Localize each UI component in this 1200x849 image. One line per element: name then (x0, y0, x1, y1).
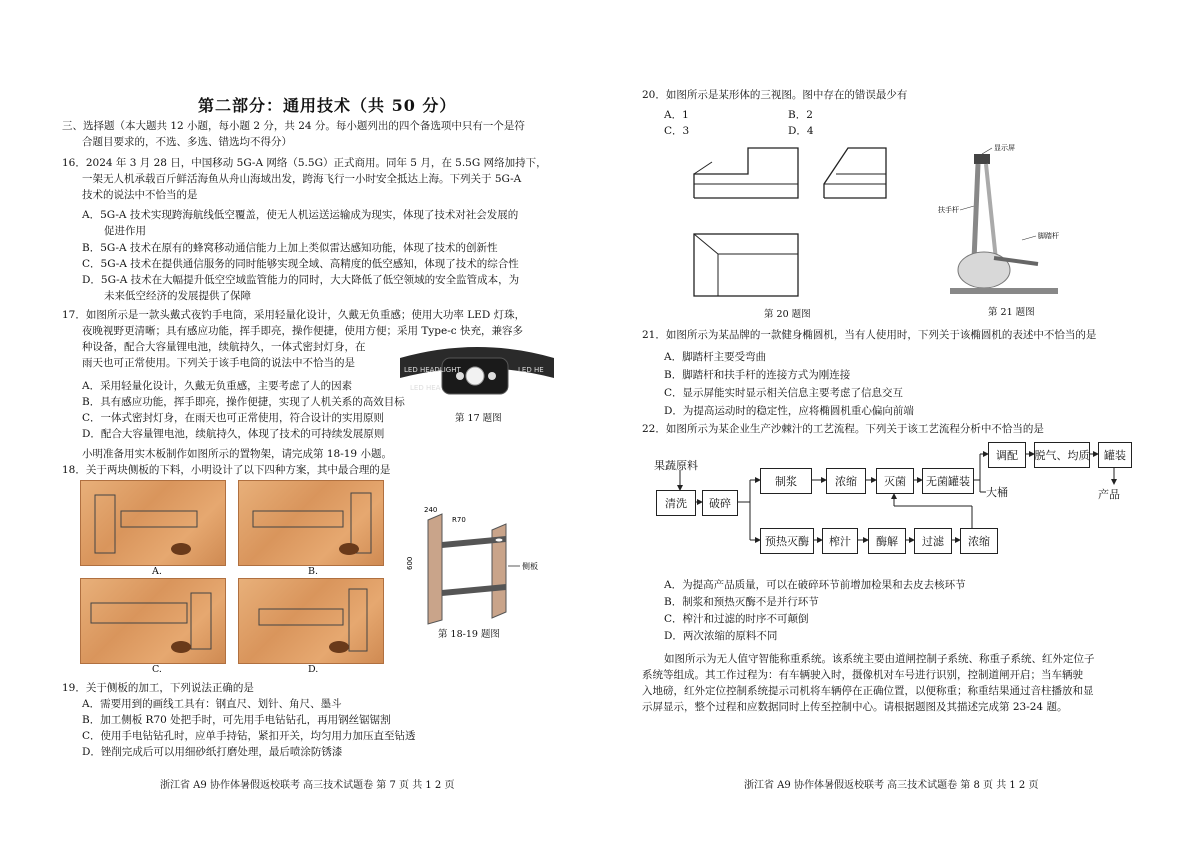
q17-stem-3: 种设备，配合大容量锂电池，续航持久，一体式密封灯身，在 (82, 341, 366, 353)
q21-option-c: C．显示屏能实时显示相关信息主要考虑了信息交互 (664, 387, 904, 399)
q20-caption: 第 20 题图 (764, 309, 811, 320)
flow-canning: 罐装 (1098, 442, 1132, 468)
three-view-drawing (688, 142, 908, 304)
flow-enzymolysis: 酶解 (868, 528, 906, 554)
q22-option-b: B．制浆和预热灭酶不是并行环节 (664, 596, 819, 608)
q22-option-c: C．榨汁和过滤的时序不可颠倒 (664, 613, 809, 625)
flow-sterilize: 灭菌 (876, 468, 914, 494)
q22-stem: 22．如图所示为某企业生产沙棘汁的工艺流程。下列关于该工艺流程分析中不恰当的是 (642, 423, 1044, 435)
flow-concentrate-1: 浓缩 (826, 468, 866, 494)
q18-label-c: C. (152, 664, 162, 675)
section-intro-line-2: 合题目要求的，不选、多选、错选均不得分） (82, 136, 292, 148)
q17-option-c: C．一体式密封灯身，在雨天也可正常使用，符合设计的实用原则 (82, 412, 385, 424)
q16-option-c: C．5G-A 技术在提供通信服务的同时能够实现全域、高精度的低空感知，体现了技术的综合性 (82, 258, 519, 270)
q17-option-d: D．配合大容量锂电池，续航持久，体现了技术的可持续发展原则 (82, 428, 385, 440)
q17-option-b: B．具有感应功能，挥手即亮，操作便捷，实现了人机关系的高效目标 (82, 396, 405, 408)
section-intro-line-1: 三、选择题（本大题共 12 小题，每小题 2 分，共 24 分。每小题列出的四个备选项中只有一个是符 (62, 120, 525, 132)
flow-crush: 破碎 (702, 490, 738, 516)
q16-option-d: D．5G-A 技术在大幅提升低空空域监管能力的同时，大大降低了低空领域的安全监管成本，为 (82, 274, 520, 286)
q17-stem-1: 17．如图所示是一款头戴式夜钓手电筒，采用轻量化设计，久戴无负重感；使用大功率 LED 灯珠， (62, 309, 526, 321)
q16-stem-1: 16．2024 年 3 月 28 日，中国移动 5G-A 网络（5.5G）正式商用。同年 5 月，在 5.5G 网络加持下， (62, 157, 547, 169)
lamp-band-text-right: LED HE (518, 366, 544, 374)
q21-option-b: B．脚踏杆和扶手杆的连接方式为刚连接 (664, 369, 851, 381)
q20-option-b: B．2 (788, 109, 813, 121)
shelf-figure (404, 502, 544, 626)
flow-aseptic-fill: 无菌罐装 (922, 468, 974, 494)
q19-option-b: B．加工侧板 R70 处把手时，可先用手电钻钻孔，再用钢丝锯锯割 (82, 714, 391, 726)
intro-23-24-line-1: 如图所示为无人值守智能称重系统。该系统主要由道闸控制子系统、称重子系统、红外定位子 (664, 653, 1095, 665)
q16-stem-3: 技术的说法中不恰当的是 (82, 189, 198, 201)
dim-240: 240 (424, 506, 438, 514)
headlamp-figure (398, 338, 556, 400)
elliptical-machine-figure (934, 140, 1068, 302)
flow-preheat: 预热灭酶 (760, 528, 814, 554)
flow-concentrate-2: 浓缩 (960, 528, 998, 554)
dim-r70: R70 (452, 516, 466, 524)
q18-stem: 18．关于两块侧板的下料，小明设计了以下四种方案，其中最合理的是 (62, 464, 391, 476)
label-handrail: 扶手杆 (938, 206, 959, 214)
q21-option-d: D．为提高运动时的稳定性，应将椭圆机重心偏向前端 (664, 405, 914, 417)
shelf-caption: 第 18-19 题图 (438, 629, 500, 640)
flow-product: 产品 (1098, 488, 1120, 501)
q20-option-a: A．1 (664, 109, 689, 121)
q17-stem-4: 雨天也可正常使用。下列关于该手电筒的说法中不恰当的是 (82, 357, 355, 369)
q16-stem-2: 一架无人机承载百斤鲜活海鱼从舟山海域出发，跨海飞行一小时安全抵达上海。下列关于 5G-A (82, 173, 522, 185)
q16-option-d-cont: 未来低空经济的发展提供了保障 (104, 290, 251, 302)
q18-label-d: D. (308, 664, 319, 675)
q20-stem: 20．如图所示是某形体的三视图。图中存在的错误最少有 (642, 89, 908, 101)
flow-big-barrel: 大桶 (986, 486, 1008, 499)
q19-option-c: C．使用手电钻钻孔时，应单手持钻，紧扣开关，均匀用力加压直至钻透 (82, 730, 416, 742)
footer-left: 浙江省 A9 协作体暑假返校联考 高三技术试题卷 第 7 页 共 1 2 页 (160, 780, 455, 791)
intro-23-24-line-3: 入地磅，红外定位控制系统提示司机将车辆停在正确位置，以便称重；称重结果通过音柱播放和显 (642, 685, 1094, 697)
q19-option-a: A．需要用到的画线工具有：钢直尺、划针、角尺、墨斗 (82, 698, 342, 710)
q18-option-c-image[interactable] (80, 578, 226, 664)
intro-23-24-line-4: 示屏显示，整个过程和应数据同时上传至控制中心。请根据题图及其描述完成第 23-24 题。 (642, 701, 1068, 713)
q18-label-a: A. (152, 566, 162, 577)
q21-caption: 第 21 题图 (988, 307, 1035, 318)
q17-stem-2: 夜晚视野更清晰；具有感应功能，挥手即亮，操作便捷，使用方便；采用 Type-c 快充，兼容多 (82, 325, 523, 337)
q20-option-d: D．4 (788, 125, 814, 137)
flow-degas-homogenize: 脱气、均质 (1034, 442, 1090, 468)
q22-option-d: D．两次浓缩的原料不同 (664, 630, 778, 642)
q18-option-d-image[interactable] (238, 578, 384, 664)
lamp-band-text-left: LED HEADLIGHT (404, 366, 461, 374)
flow-blend: 调配 (988, 442, 1026, 468)
q17-option-a: A．采用轻量化设计，久戴无负重感，主要考虑了人的因素 (82, 380, 353, 392)
q22-option-a: A．为提高产品质量，可以在破碎环节前增加检果和去皮去核环节 (664, 579, 966, 591)
q17-caption: 第 17 题图 (455, 413, 502, 424)
footer-right: 浙江省 A9 协作体暑假返校联考 高三技术试题卷 第 8 页 共 1 2 页 (744, 780, 1039, 791)
q16-option-a-cont: 促进作用 (104, 225, 146, 237)
flow-raw-material: 果蔬原料 (654, 459, 698, 472)
flow-press: 榨汁 (822, 528, 858, 554)
q16-option-b: B．5G-A 技术在原有的蜂窝移动通信能力上加上类似雷达感知功能，体现了技术的创新性 (82, 242, 498, 254)
q19-stem: 19．关于侧板的加工，下列说法正确的是 (62, 682, 254, 694)
q21-stem: 21．如图所示为某品牌的一款健身椭圆机，当有人使用时，下列关于该椭圆机的表述中不恰当的是 (642, 329, 1097, 341)
intro-23-24-line-2: 系统等组成。其工作过程为：有车辆驶入时，摄像机对车号进行识别，控制道闸开启；当车辆驶 (642, 669, 1083, 681)
q19-option-d: D．锉削完成后可以用细砂纸打磨处理，最后喷涂防锈漆 (82, 746, 343, 758)
flow-clean: 清洗 (656, 490, 696, 516)
flow-filter: 过滤 (914, 528, 952, 554)
q18-label-b: B. (308, 566, 319, 577)
lamp-band-text-lower: LED HEA (410, 384, 441, 392)
section-title: 第二部分：通用技术（共 50 分） (198, 96, 457, 115)
q16-option-a: A．5G-A 技术实现跨海航线低空覆盖，使无人机运送运输成为现实，体现了技术对社会发展的 (82, 209, 519, 221)
flow-pulp: 制浆 (760, 468, 812, 494)
side-panel-label: 侧板 (522, 562, 538, 571)
q18-option-b-image[interactable] (238, 480, 384, 566)
q21-option-a: A．脚踏杆主要受弯曲 (664, 351, 767, 363)
label-display: 显示屏 (994, 144, 1015, 152)
q18-option-a-image[interactable] (80, 480, 226, 566)
intro-18-19: 小明准备用实木板制作如图所示的置物架，请完成第 18-19 小题。 (82, 448, 392, 460)
q20-option-c: C．3 (664, 125, 690, 137)
label-pedal-bar: 脚踏杆 (1038, 232, 1059, 240)
dim-600: 600 (406, 556, 414, 570)
